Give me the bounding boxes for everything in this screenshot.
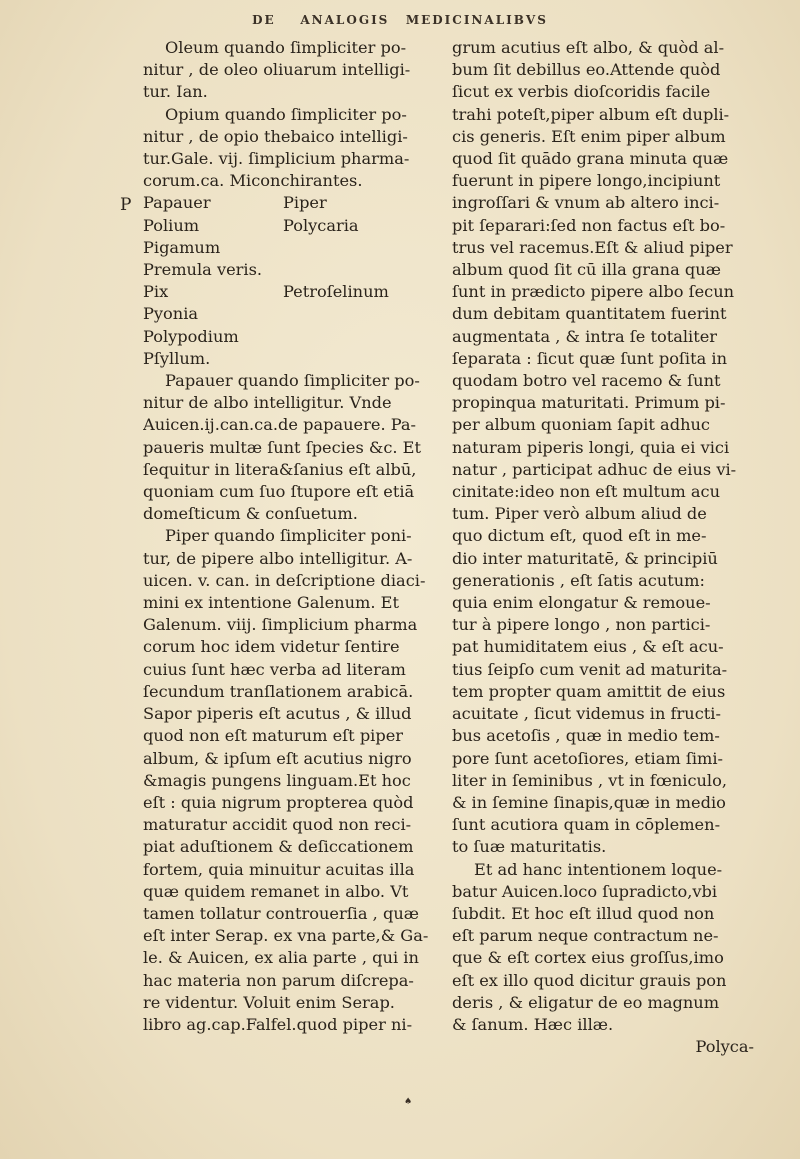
text-line: paueris multæ ſunt ſpecies &c. Et (143, 437, 421, 457)
running-head (0, 10, 800, 28)
text-line: Sapor piperis eſt acutus , & illud (143, 704, 412, 724)
text-line: ſecundum tranſlationem arabicā. (143, 681, 414, 701)
text-line: tur.Gale. vij. ſimplicium pharma- (143, 149, 410, 169)
text-line: nitur , de opio thebaico intelligi- (143, 126, 408, 146)
text-line: & in ſemine ſinapis,quæ in medio (452, 792, 726, 812)
text-line: ingroſſari & vnum ab altero inci- (452, 193, 720, 213)
text-line: augmentata , & intra ſe totaliter (452, 326, 718, 346)
text-line: Et ad hanc intentionem loque- (474, 859, 723, 879)
text-line (143, 281, 435, 303)
text-line: naturam piperis longi, quia ei vici (452, 437, 730, 457)
text-line: Oleum quando ſimpliciter po- (165, 38, 407, 57)
text-line: cis generis. Eſt enim piper album (452, 126, 726, 146)
text-line: quod non eſt maturum eſt piper (143, 726, 404, 746)
text-line: ſicut ex verbis dioſcoridis facile (452, 82, 711, 102)
text-line: trus vel racemus.Eſt & aliud piper (452, 237, 733, 257)
text-line: tius ſeipſo cum venit ad maturita- (452, 659, 728, 679)
text-line: re videntur. Voluit enim Serap. (143, 992, 395, 1012)
text-line: quo dictum eſt, quod eſt in me- (452, 526, 707, 546)
text-line: pore ſunt acetoſiores, etiam ſimi- (452, 748, 724, 768)
text-line: Piper quando ſimpliciter poni- (165, 526, 412, 546)
text-line: tum. Piper verò album aliud de (452, 504, 707, 524)
text-line: cinitate:ideo non eſt multum acu (452, 482, 721, 502)
text-line: tem propter quam amittit de eius (452, 681, 726, 701)
text-line: Pſyllum. (143, 348, 211, 368)
text-line: grum acutius eſt albo, & quòd al- (452, 38, 725, 57)
text-line: album quod ſit cū illa grana quæ (452, 260, 721, 280)
text-line: Polyca- (695, 1037, 754, 1057)
text-line: quæ quidem remanet in albo. Vt (143, 881, 409, 901)
text-line: &magis pungens linguam.Et hoc (143, 770, 411, 790)
text-line: libro ag.cap.Falfel.quod piper ni- (143, 1014, 413, 1034)
text-line: dio inter maturitatē, & principiū (452, 548, 718, 568)
text-line: & ſanum. Hæc illæ. (452, 1014, 614, 1034)
list-entry: Petroſelinum (283, 282, 389, 302)
text-line: Pigamum (143, 237, 221, 257)
text-line (143, 192, 435, 214)
margin-letter-marker: P (120, 195, 132, 215)
text-line: fuerunt in pipere longo,incipiunt (452, 171, 721, 191)
text-line: quodam botro vel racemo & ſunt (452, 371, 721, 391)
text-line: le. & Auicen, ex alia parte , qui in (143, 948, 419, 968)
text-line: tur à pipere longo , non partici- (452, 615, 711, 635)
text-line: trahi poteſt,piper album eſt dupli- (452, 104, 730, 124)
text-line: pit ſeparari:ſed non factus eſt bo- (452, 215, 726, 235)
list-entry: Pix (143, 282, 169, 302)
text-line: nitur , de oleo oliuarum intelligi- (143, 60, 411, 80)
text-line: tamen tollatur controuerſia , quæ (143, 903, 419, 923)
running-head-title: ANALOGIS (300, 13, 390, 27)
text-line: mini ex intentione Galenum. Et (143, 593, 399, 613)
text-line: batur Auicen.loco ſupradicto,vbi (452, 881, 718, 901)
text-line: bum ſit debillus eo.Attende quòd (452, 60, 721, 80)
text-line: ſunt acutiora quam in cōplemen- (452, 815, 721, 835)
text-line: generationis , eſt ſatis acutum: (452, 570, 705, 590)
text-line: dum debitam quantitatem fuerint (452, 304, 727, 324)
text-line: acuitate , ſicut videmus in fructi- (452, 704, 721, 724)
list-entry: Piper (283, 193, 327, 213)
running-head-subtitle: MEDICINALIBVS (405, 13, 548, 27)
text-line: natur , participat adhuc de eius vi- (452, 459, 737, 479)
text-line: cuius ſunt hæc verba ad literam (143, 659, 406, 679)
text-line: Premula veris. (143, 260, 263, 280)
text-line: piat aduſtionem & deſiccationem (143, 837, 414, 857)
text-line: Galenum. viij. ſimplicium pharma (143, 615, 418, 635)
text-line: Opium quando ſimpliciter po- (165, 104, 407, 124)
text-line: ſubdit. Et hoc eſt illud quod non (452, 903, 715, 923)
list-entry: Polycaria (283, 215, 359, 235)
text-line: pat humiditatem eius , & eſt acu- (452, 637, 724, 657)
text-line: deris , & eligatur de eo magnum (452, 992, 720, 1012)
text-line: eſt parum neque contractum ne- (452, 926, 719, 946)
text-line: to ſuæ maturitatis. (452, 837, 607, 857)
left-column (143, 37, 435, 1036)
text-line: nitur de albo intelligitur. Vnde (143, 393, 392, 413)
text-line: eſt inter Serap. ex vna parte,& Ga- (143, 926, 429, 946)
text-line: uicen. v. can. in deſcriptione diaci- (143, 570, 426, 590)
list-entry: Polium (143, 215, 200, 235)
ornament-icon: ♠ (404, 1097, 413, 1107)
right-column (452, 37, 758, 1058)
text-line: corum hoc idem videtur ſentire (143, 637, 400, 657)
text-line: corum.ca. Miconchirantes. (143, 171, 363, 191)
text-line: hac materia non parum diſcrepa- (143, 970, 414, 990)
text-line: tur. Ian. (143, 82, 208, 102)
text-line: ſequitur in litera&ſanius eſt albū, (143, 459, 417, 479)
text-line: Papauer quando ſimpliciter po- (165, 371, 420, 391)
text-line: eſt : quia nigrum propterea quòd (143, 792, 414, 812)
text-line: ſeparata : ſicut quæ ſunt poſita in (452, 348, 728, 368)
text-line: bus acetoſis , quæ in medio tem- (452, 726, 720, 746)
text-line: Polypodium (143, 326, 239, 346)
list-entry: Papauer (143, 193, 211, 213)
text-line: fortem, quia minuitur acuitas illa (143, 859, 415, 879)
text-line: quoniam cum ſuo ſtupore eſt etiā (143, 482, 415, 502)
text-line: album, & ipſum eſt acutius nigro (143, 748, 412, 768)
text-line: quia enim elongatur & remoue- (452, 593, 711, 613)
text-line: que & eſt cortex eius groſſus,imo (452, 948, 724, 968)
text-line: per album quoniam ſapit adhuc (452, 415, 710, 435)
text-line: eſt ex illo quod dicitur grauis pon (452, 970, 727, 990)
text-line: Pyonia (143, 304, 199, 324)
running-head-de: DE (252, 13, 276, 27)
text-line: ſunt in prædicto pipere albo ſecun (452, 282, 735, 302)
text-line: propinqua maturitati. Primum pi- (452, 393, 726, 413)
text-line: tur, de pipere albo intelligitur. A- (143, 548, 413, 568)
text-line: quod ſit quādo grana minuta quæ (452, 149, 729, 169)
text-line: Auicen.ij.can.ca.de papauere. Pa- (143, 415, 417, 435)
text-line: liter in ſeminibus , vt in fœniculo, (452, 770, 728, 790)
text-line (143, 215, 435, 237)
text-line: maturatur accidit quod non reci- (143, 815, 412, 835)
text-line: domeſticum & conſuetum. (143, 504, 358, 524)
